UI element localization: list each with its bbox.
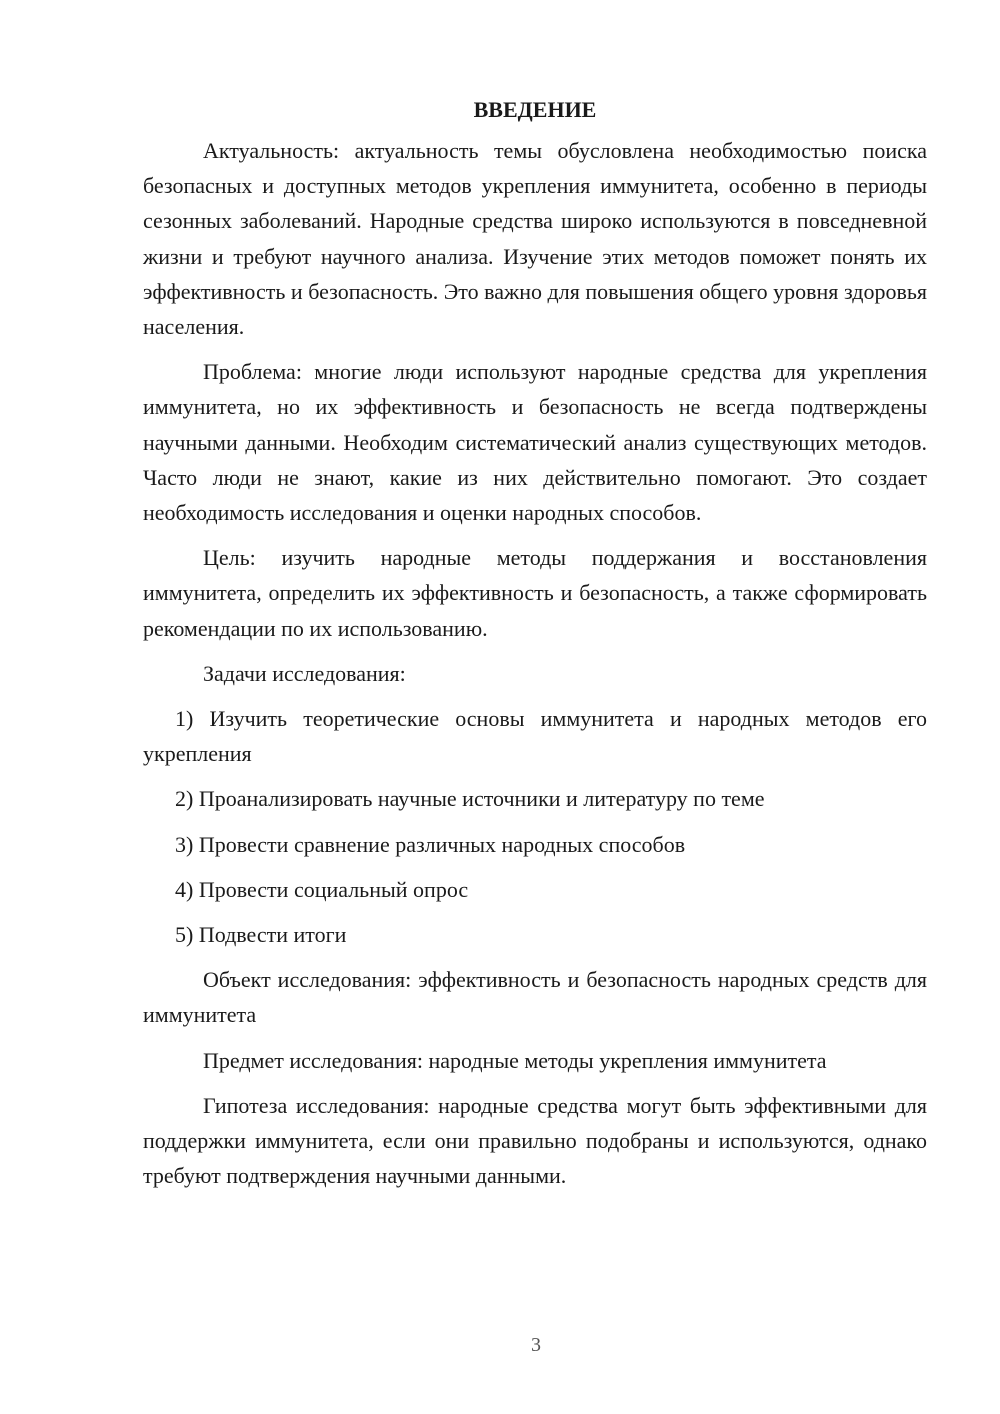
task-item-3: 3) Провести сравнение различных народных способов — [175, 831, 686, 857]
paragraph-hypothesis: Гипотеза исследования: народные средства могут быть эффективными для поддержки иммунитета, если они правильно подобраны и используются, однако требуют подтверждения научными данными. — [143, 1092, 927, 1189]
section-title: ВВЕДЕНИЕ — [473, 97, 597, 122]
paragraph-subject: Предмет исследования: народные методы укрепления иммунитета — [203, 1047, 827, 1073]
page-number: 3 — [531, 1334, 541, 1356]
paragraph-goal: Цель: изучить народные методы поддержания и восстановления иммунитета, определить их эффективность и безопасность, а также сформировать рекомендации по их использованию. — [143, 545, 927, 641]
task-item-2: 2) Проанализировать научные источники и литературу по теме — [175, 786, 765, 812]
task-item-5: 5) Подвести итоги — [175, 922, 347, 948]
paragraph-object: Объект исследования: эффективность и безопасность народных средств для иммунитета — [143, 967, 927, 1028]
task-item-4: 4) Провести социальный опрос — [175, 876, 469, 902]
page-content — [143, 92, 927, 1203]
paragraph-problem: Проблема: многие люди используют народные средства для укрепления иммунитета, но их эффективность и безопасность не всегда подтверждены научными данными. Необходим систематический анализ существующих методов. Часто люди не знают, какие из них действительно помогают. Это создает необходимость исследования и оценки народных способов. — [143, 359, 927, 526]
paragraph-relevance: Актуальность: актуальность темы обусловлена необходимостью поиска безопасных и доступных методов укрепления иммунитета, особенно в периоды сезонных заболеваний. Народные средства широко используются в повседневной жизни и требуют научного анализа. Изучение этих методов поможет понять их эффективность и безопасность. Это важно для повышения общего уровня здоровья населения. — [143, 138, 927, 340]
task-item-1: 1) Изучить теоретические основы иммунитета и народных методов его укрепления — [143, 706, 927, 767]
paragraph-tasks-heading: Задачи исследования: — [203, 660, 406, 686]
